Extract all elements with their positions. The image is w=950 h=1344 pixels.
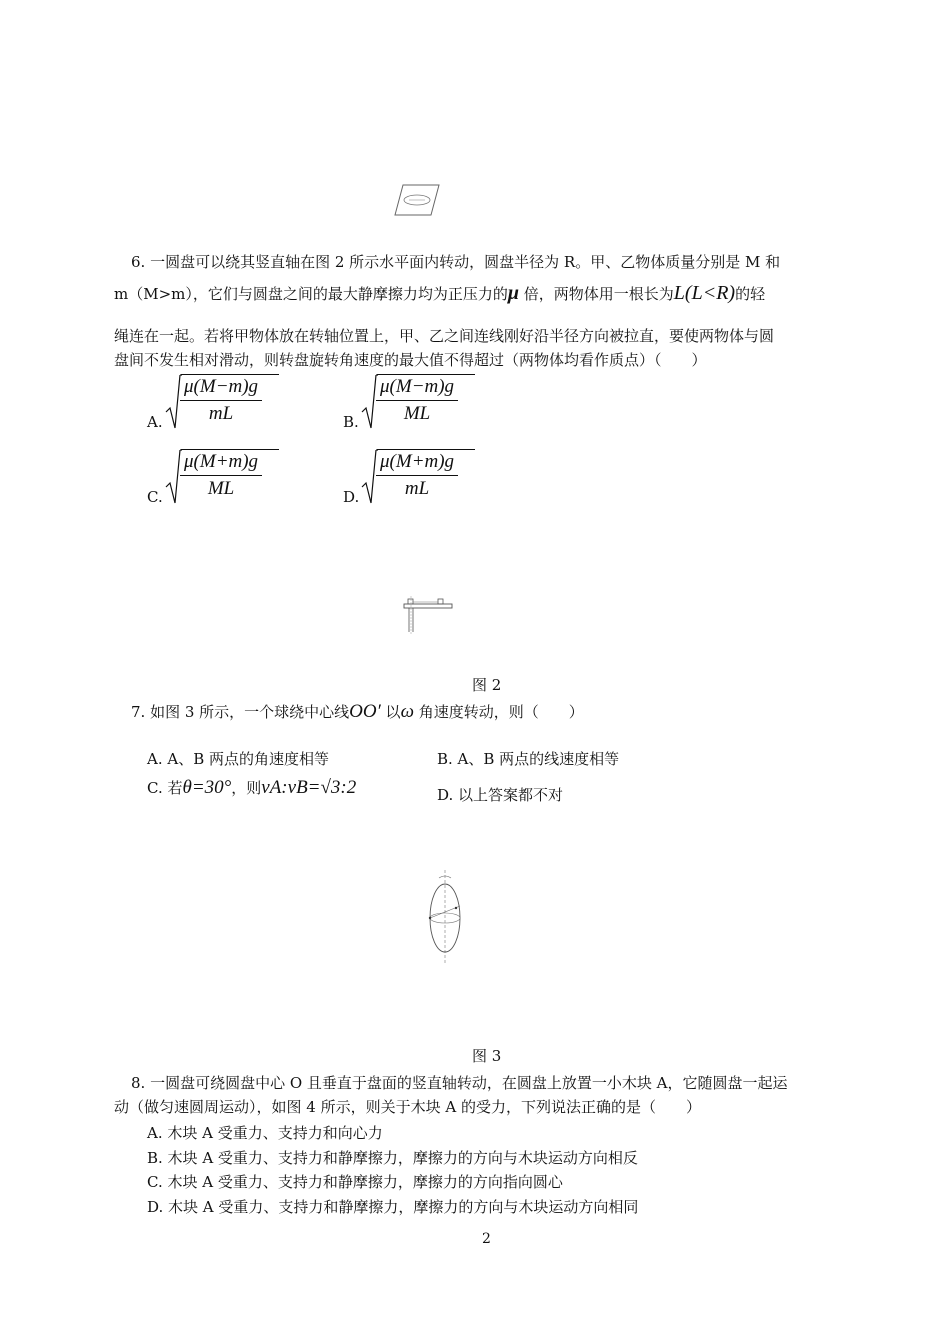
disc-figure-top: [393, 183, 441, 217]
q8-line1: 8. 一圆盘可绕圆盘中心 O 且垂直于盘面的竖直轴转动，在圆盘上放置一小木块 A，它随圆盘一起运: [131, 1074, 788, 1092]
q6-option-d-denominator: mL: [404, 478, 430, 499]
q6-option-c-numerator: μ(M+m)g: [180, 449, 262, 476]
figure-3-caption: 图 3: [472, 1047, 502, 1065]
q6-line4: 盘间不发生相对滑动，则转盘旋转角速度的最大值不得超过（两物体均看作质点）（ ）: [114, 351, 707, 369]
q8-line2: 动（做匀速圆周运动），如图 4 所示，则关于木块 A 的受力，下列说法正确的是（ ）: [114, 1098, 701, 1116]
figure-3-sphere: [422, 868, 468, 966]
q6-line2-b: 倍，两物体用一根长为: [519, 285, 674, 303]
q6-option-d-radical: [360, 449, 480, 509]
q6-option-a-radical: [164, 374, 284, 434]
q6-line2-a: m（M>m），它们与圆盘之间的最大静摩擦力均为正压力的: [114, 285, 508, 303]
q6-option-a-numerator: μ(M−m)g: [180, 374, 262, 401]
q7-stem-b: 以: [380, 703, 401, 721]
q7-option-a: A. A、B 两点的角速度相等: [147, 750, 329, 768]
q6-option-c-radical: [164, 449, 284, 509]
q7-omega: ω: [400, 701, 414, 722]
q6-option-b-numerator: μ(M−m)g: [376, 374, 458, 401]
q6-option-a-label: A.: [147, 413, 163, 431]
q7-axis: OO′: [349, 701, 381, 722]
q6-line1: 6. 一圆盘可以绕其竖直轴在图 2 所示水平面内转动，圆盘半径为 R。甲、乙物体质量分别是 M 和: [131, 253, 781, 271]
q7-option-c: [147, 776, 356, 800]
q7-stem: [131, 700, 584, 724]
q6-option-a-denominator: mL: [208, 403, 234, 424]
q7-stem-c: 角速度转动，则（ ）: [413, 703, 584, 721]
q8-option-a: A. 木块 A 受重力、支持力和向心力: [147, 1124, 383, 1142]
page-number: 2: [482, 1231, 491, 1247]
q6-option-c-denominator: ML: [207, 478, 235, 499]
figure-2-caption: 图 2: [472, 676, 502, 694]
q7-option-c-b: ，则: [231, 779, 262, 797]
q7-option-d: D. 以上答案都不对: [437, 786, 564, 804]
q6-option-c-label: C.: [147, 488, 163, 506]
q6-option-c-fraction: [180, 449, 262, 502]
q6-option-b-label: B.: [343, 413, 359, 431]
q6-length-expr: L(L<R): [673, 282, 736, 304]
q6-option-b-denominator: ML: [403, 403, 431, 424]
q6-option-d-label: D.: [343, 488, 360, 506]
q6-line2: [114, 281, 765, 306]
q6-option-b-radical: [360, 374, 480, 434]
q6-line3: 绳连在一起。若将甲物体放在转轴位置上，甲、乙之间连线刚好沿半径方向被拉直，要使两物体与圆: [114, 327, 775, 345]
q7-ratio: vA:vB=√3:2: [261, 777, 357, 798]
q7-option-b: B. A、B 两点的线速度相等: [437, 750, 620, 768]
q6-option-d-fraction: [376, 449, 458, 502]
q7-option-c-a: C. 若: [147, 779, 183, 797]
q7-theta: θ=30°: [182, 777, 232, 798]
q8-option-d: D. 木块 A 受重力、支持力和静摩擦力，摩擦力的方向与木块运动方向相同: [147, 1198, 639, 1216]
figure-2-turntable: [400, 594, 456, 636]
q6-mu: μ: [507, 282, 520, 304]
q6-option-b-fraction: [376, 374, 458, 427]
q6-line2-c: 的轻: [735, 285, 766, 303]
q6-option-d-numerator: μ(M+m)g: [376, 449, 458, 476]
q8-option-b: B. 木块 A 受重力、支持力和静摩擦力，摩擦力的方向与木块运动方向相反: [147, 1149, 638, 1167]
q7-stem-a: 7. 如图 3 所示，一个球绕中心线: [131, 703, 350, 721]
q6-option-a-fraction: [180, 374, 262, 427]
q8-option-c: C. 木块 A 受重力、支持力和静摩擦力，摩擦力的方向指向圆心: [147, 1173, 563, 1191]
